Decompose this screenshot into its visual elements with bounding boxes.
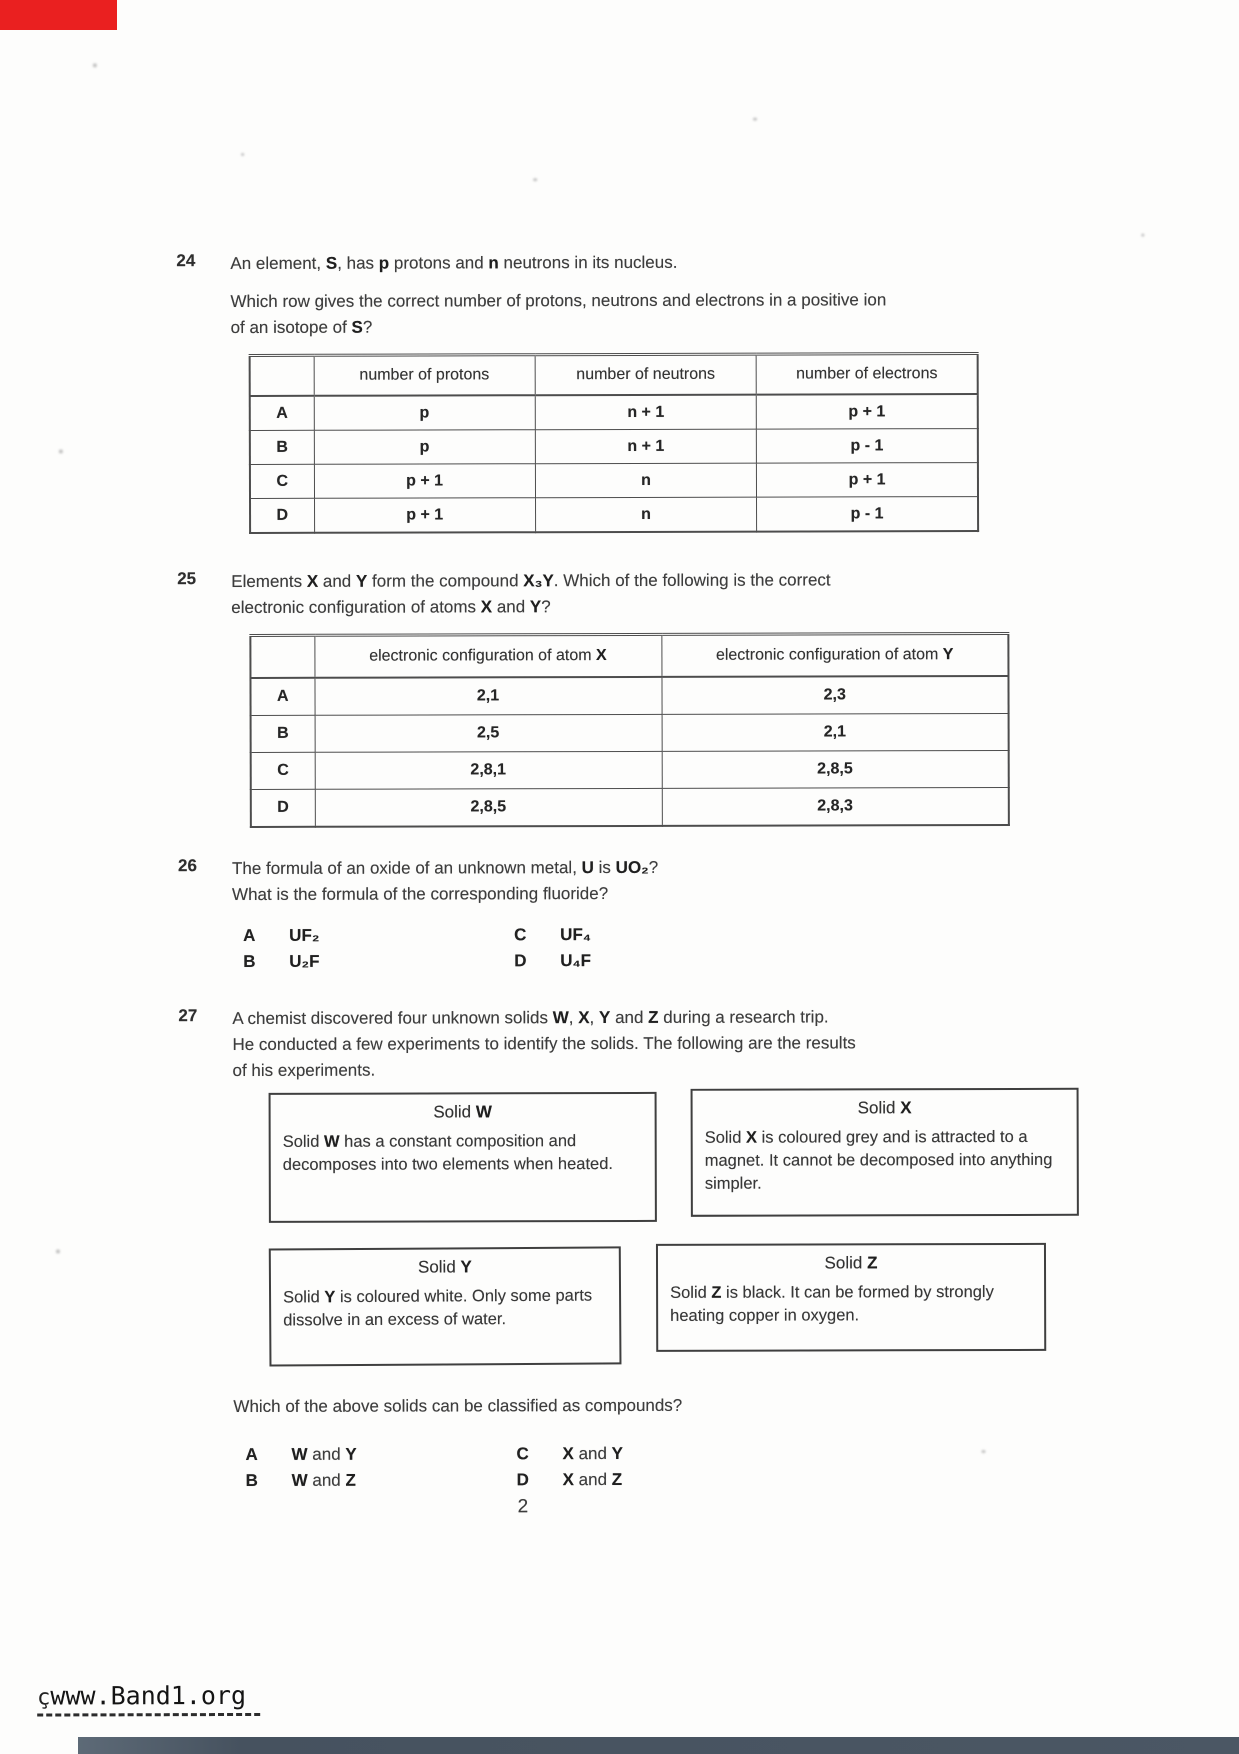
cell-protons: p + 1 xyxy=(314,464,535,499)
scan-artifact xyxy=(93,63,97,67)
cell-electrons: p - 1 xyxy=(757,497,978,532)
cell-neutrons: n xyxy=(535,497,756,532)
cell-config-y: 2,8,3 xyxy=(662,787,1009,825)
option-letter: D xyxy=(516,1470,529,1490)
option-letter: B xyxy=(243,951,256,971)
q24-question-line-1: Which row gives the correct number of protons, neutrons and electrons in a positive ion xyxy=(230,290,887,312)
option-letter: B xyxy=(245,1470,258,1490)
scan-artifact xyxy=(56,1249,60,1253)
q27-question-line-1: A chemist discovered four unknown solids W, X, Y and Z during a research trip. xyxy=(232,1007,829,1029)
cell-neutrons: n + 1 xyxy=(535,395,756,430)
option-text: W and Y xyxy=(291,1444,357,1464)
q25-row-c xyxy=(251,750,1009,789)
scan-artifact xyxy=(241,153,244,156)
cell-config-y: 2,1 xyxy=(662,713,1009,751)
q27-options xyxy=(245,1441,945,1493)
cell-config-y: 2,3 xyxy=(661,676,1008,714)
q25-col-header-atom-x: electronic configuration of atom X xyxy=(314,634,661,677)
solid-z-description: Solid Z is black. It can be formed by strongly heating copper in oxygen. xyxy=(670,1283,994,1325)
row-label: D xyxy=(251,789,315,827)
row-label: A xyxy=(250,396,314,431)
scan-artifact xyxy=(59,449,63,453)
q26-question-line-2: What is the formula of the corresponding fluoride? xyxy=(232,884,609,905)
q24-col-header-protons: number of protons xyxy=(314,355,535,396)
solid-x-description: Solid X is coloured grey and is attracted to a magnet. It cannot be decomposed into anything simpler. xyxy=(704,1127,1053,1193)
q24-row-c xyxy=(250,463,978,499)
q24-row-b xyxy=(250,429,978,465)
solid-w-box xyxy=(269,1092,657,1223)
option-text: UF₄ xyxy=(560,925,591,945)
page-number: 2 xyxy=(517,1496,529,1518)
cell-protons: p + 1 xyxy=(314,498,535,533)
watermark-artifact: ç xyxy=(37,1685,51,1711)
option-letter: D xyxy=(514,951,527,971)
q24-table-corner-cell xyxy=(250,355,314,396)
q25-col-header-atom-y: electronic configuration of atom Y xyxy=(661,633,1008,676)
scan-artifact xyxy=(982,1450,986,1453)
option-letter: C xyxy=(514,925,527,945)
option-text: U₂F xyxy=(289,951,320,971)
solid-w-title: Solid W xyxy=(433,1102,492,1122)
scan-artifact xyxy=(753,118,757,121)
option-text: X and Y xyxy=(562,1443,624,1464)
q25-question-line-1: Elements X and Y form the compound X₃Y. Which of the following is the correct xyxy=(231,570,831,592)
option-letter: C xyxy=(516,1444,529,1464)
q24-table xyxy=(249,352,979,534)
watermark-text: www.Band1.org xyxy=(50,1680,247,1711)
q25-row-d xyxy=(251,787,1009,826)
q24-col-header-electrons: number of electrons xyxy=(756,354,977,395)
option-letter: A xyxy=(243,925,256,945)
solid-x-box xyxy=(691,1088,1079,1217)
q25-table-corner-cell xyxy=(250,635,314,678)
solid-w-description: Solid W has a constant composition and decomposes into two elements when heated. xyxy=(282,1132,613,1174)
cell-protons: p xyxy=(314,395,535,430)
scan-bottom-edge-bar xyxy=(78,1737,1239,1754)
scan-artifact xyxy=(1141,234,1144,237)
cell-neutrons: n + 1 xyxy=(535,429,756,464)
cell-config-x: 2,8,1 xyxy=(315,751,662,789)
q27-question-line-2: He conducted a few experiments to identify the solids. The following are the results xyxy=(232,1033,856,1055)
row-label: D xyxy=(250,498,314,533)
watermark xyxy=(37,1681,260,1717)
cell-neutrons: n xyxy=(535,463,756,498)
q25-table xyxy=(249,632,1010,828)
cell-config-x: 2,8,5 xyxy=(315,788,662,826)
question-24-number: 24 xyxy=(176,251,196,271)
q24-table-header-row xyxy=(250,354,978,396)
solid-x-title: Solid X xyxy=(857,1098,912,1118)
solid-y-box xyxy=(269,1246,622,1366)
option-text: UF₂ xyxy=(289,925,320,945)
q24-question-line-2: of an isotope of S? xyxy=(230,317,373,338)
q27-question-line-3: of his experiments. xyxy=(232,1060,376,1081)
q24-row-a xyxy=(250,394,978,430)
solid-z-box xyxy=(656,1243,1046,1352)
q26-question-line-1: The formula of an oxide of an unknown metal, U is UO₂? xyxy=(231,857,659,879)
q24-row-d xyxy=(250,497,978,533)
question-26 xyxy=(178,854,1078,974)
scan-artifact xyxy=(533,178,537,181)
option-letter: A xyxy=(245,1444,258,1464)
q24-col-header-neutrons: number of neutrons xyxy=(535,354,756,395)
question-24 xyxy=(176,249,1076,341)
row-label: C xyxy=(250,464,314,498)
option-text: U₄F xyxy=(560,951,592,971)
cell-electrons: p + 1 xyxy=(756,394,977,429)
question-27 xyxy=(178,1004,1098,1084)
cell-electrons: p + 1 xyxy=(757,463,978,498)
q25-row-b xyxy=(251,713,1009,752)
q27-final-question: Which of the above solids can be classified as compounds? xyxy=(233,1395,683,1417)
cell-electrons: p - 1 xyxy=(756,429,977,464)
q25-table-header-row xyxy=(250,633,1008,677)
q25-question-line-2: electronic configuration of atoms X and Y? xyxy=(231,597,551,618)
cell-config-y: 2,8,5 xyxy=(662,750,1009,788)
q24-intro-line: An element, S, has p protons and n neutrons in its nucleus. xyxy=(230,252,678,274)
cell-config-x: 2,5 xyxy=(315,714,662,752)
solid-z-title: Solid Z xyxy=(824,1253,878,1273)
question-27-number: 27 xyxy=(178,1006,198,1026)
solid-y-description: Solid Y is coloured white. Only some parts dissolve in an excess of water. xyxy=(283,1286,593,1330)
option-text: X and Z xyxy=(562,1469,623,1490)
option-text: W and Z xyxy=(291,1470,356,1490)
cell-config-x: 2,1 xyxy=(314,677,661,715)
row-label: B xyxy=(251,715,315,752)
row-label: A xyxy=(250,678,314,716)
question-25-number: 25 xyxy=(177,569,197,589)
cell-protons: p xyxy=(314,430,535,465)
question-25 xyxy=(177,567,1077,621)
row-label: C xyxy=(251,752,315,789)
q26-options xyxy=(243,922,1078,974)
solid-y-title: Solid Y xyxy=(417,1257,472,1277)
question-26-number: 26 xyxy=(177,856,197,876)
row-label: B xyxy=(250,430,314,464)
q25-row-a xyxy=(250,676,1008,715)
